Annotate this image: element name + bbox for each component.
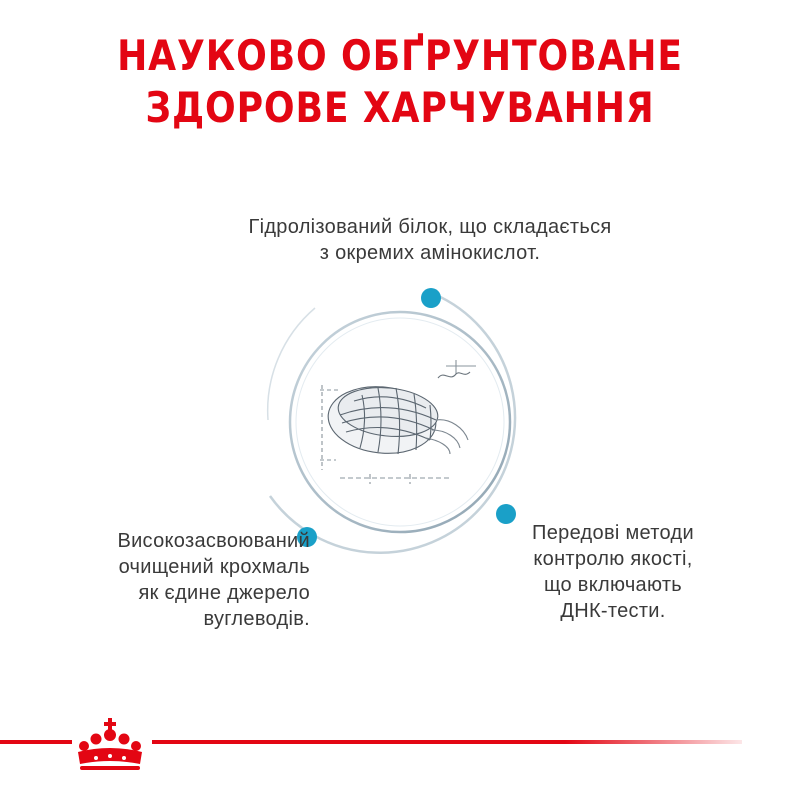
- brand-footer: [0, 718, 800, 778]
- caption-starch: [40, 528, 310, 632]
- caption-quality-line-2: контролю якості,: [533, 548, 693, 570]
- caption-starch-line-1: Високозасвоюваний: [117, 530, 310, 552]
- brand-line-right: [152, 740, 742, 744]
- caption-quality-line-3: що включають: [543, 574, 683, 596]
- caption-quality: [478, 520, 748, 624]
- caption-protein-line-2: з окремих амінокислот.: [319, 242, 541, 264]
- brand-line-left: [0, 740, 72, 744]
- caption-quality-line-1: Передові методи: [532, 522, 694, 544]
- dot-top: [421, 288, 441, 308]
- caption-protein: [190, 214, 670, 266]
- caption-starch-line-2: очищений крохмаль: [118, 556, 310, 578]
- caption-quality-line-4: ДНК-тести.: [560, 600, 666, 622]
- caption-protein-line-1: Гідролізований білок, що складається: [248, 216, 612, 238]
- crown-logo-icon: [78, 718, 142, 770]
- kibble-sketch-icon: [320, 360, 476, 484]
- title-line-2: ЗДОРОВЕ ХАРЧУВАННЯ: [145, 83, 655, 132]
- title-line-1: НАУКОВО ОБҐРУНТОВАНЕ: [117, 31, 683, 80]
- page-title: [56, 30, 744, 134]
- caption-starch-line-4: вуглеводів.: [203, 608, 310, 630]
- caption-starch-line-3: як єдине джерело: [138, 582, 310, 604]
